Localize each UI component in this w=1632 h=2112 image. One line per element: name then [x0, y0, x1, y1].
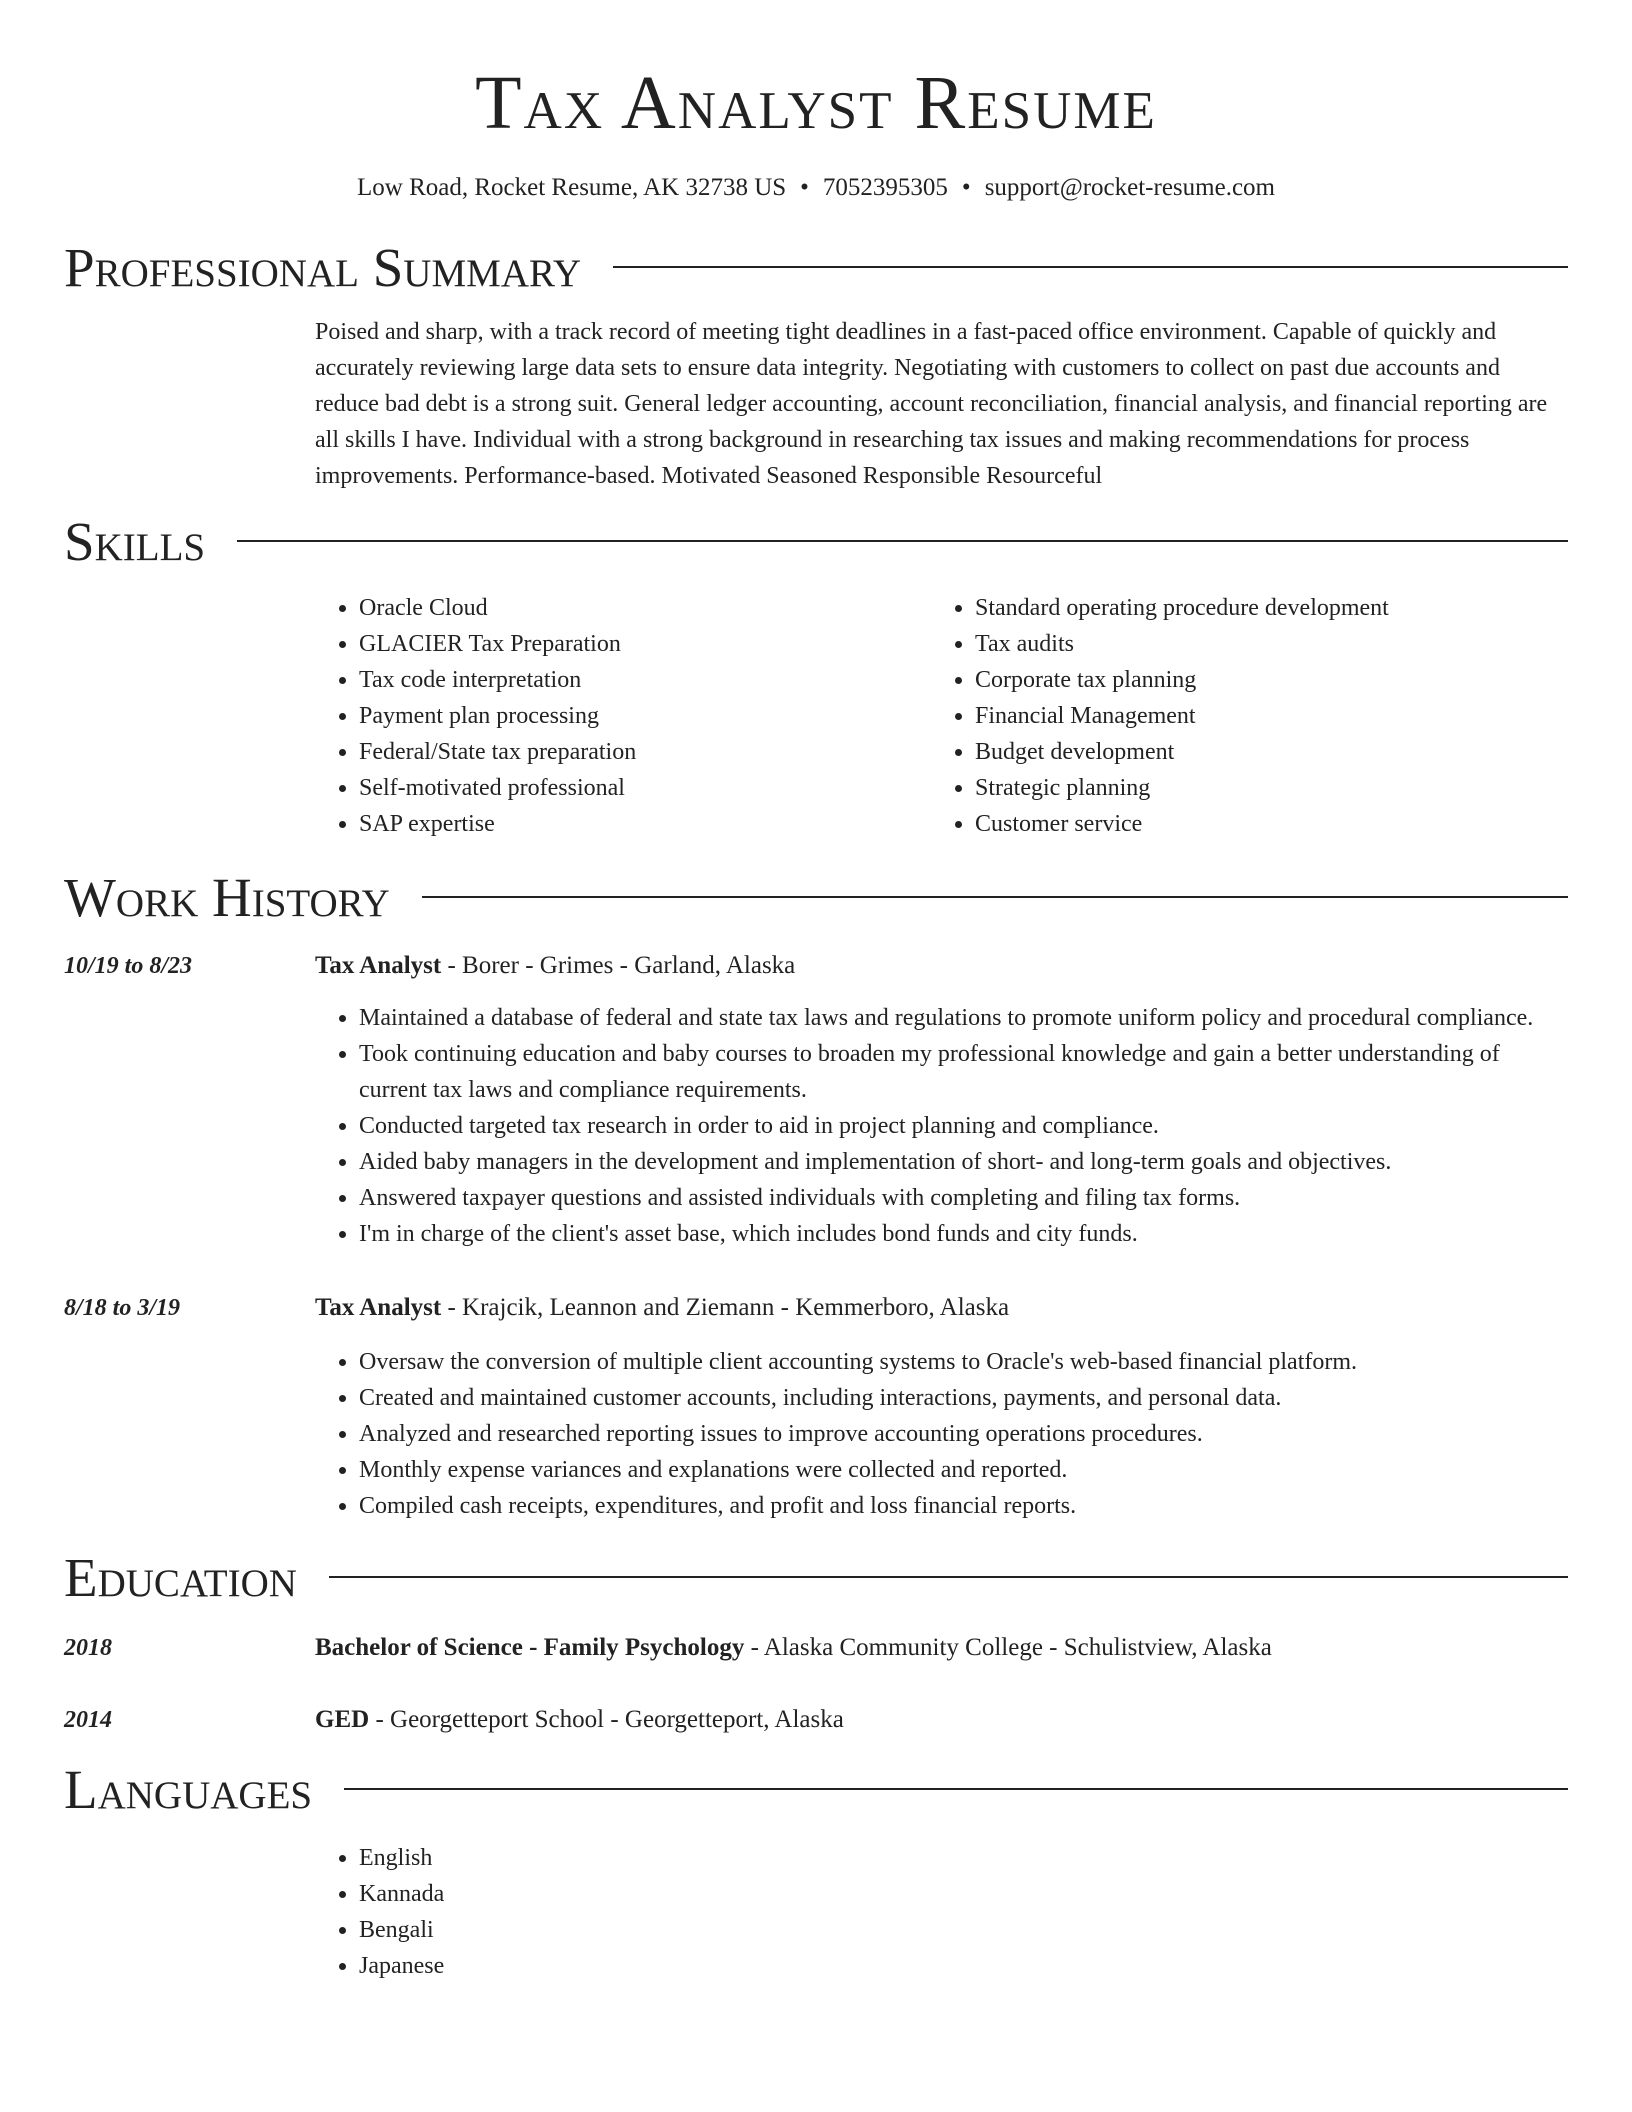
- skills-title: Skills: [64, 511, 206, 572]
- job-duty: • Oversaw the conversion of multiple client accounting systems to Oracle's web-based financial platform.: [359, 1344, 1568, 1380]
- phone: 7052395305: [822, 174, 948, 201]
- education-title: Education: [64, 1547, 297, 1608]
- job-body: [315, 1290, 1568, 1524]
- skills-section: [64, 510, 1568, 842]
- languages-section: [64, 1758, 1568, 1984]
- work-history-title: Work History: [64, 867, 390, 928]
- education-entry: [64, 1702, 1568, 1738]
- job-duty: • Conducted targeted tax research in order to aid in project planning and compliance.: [359, 1108, 1568, 1144]
- skill-item: • Standard operating procedure development: [975, 590, 1547, 626]
- work-history-section: [64, 866, 1568, 1524]
- job-entry: [64, 948, 1568, 1252]
- summary-text: Poised and sharp, with a track record of meeting tight deadlines in a fast-paced office environment. Capable of quickly and accurately reviewing large data sets to ensure data integrity. Negotiating with customers to collect on past due accounts and reduce bad debt is a strong suit. General ledger accounting, account reconciliation, financial analysis, and financial reporting are all skills I have. Individual with a strong background in researching tax issues and making recommendations for process improvements. Performance-based. Motivated Seasoned Responsible Resourceful: [315, 319, 1548, 489]
- skill-item: • Oracle Cloud: [359, 590, 931, 626]
- education-year: 2014: [64, 1707, 112, 1733]
- skill-item: • Budget development: [975, 734, 1547, 770]
- skill-item: • Payment plan processing: [359, 698, 931, 734]
- job-duties: [315, 1000, 1568, 1252]
- skill-item: • Federal/State tax preparation: [359, 734, 931, 770]
- address: Low Road, Rocket Resume, AK 32738 US: [357, 174, 787, 201]
- skill-item: • Strategic planning: [975, 770, 1547, 806]
- education-school: - Georgetteport School - Georgetteport, Alaska: [369, 1706, 844, 1733]
- section-heading: [64, 1546, 1568, 1610]
- job-duty: • Monthly expense variances and explanations were collected and reported.: [359, 1452, 1568, 1488]
- section-divider: [329, 1576, 1568, 1578]
- section-divider: [237, 540, 1568, 542]
- section-divider: [422, 896, 1568, 898]
- skill-item: • Financial Management: [975, 698, 1547, 734]
- job-employer: - Borer - Grimes - Garland, Alaska: [441, 952, 796, 979]
- section-heading: [64, 1758, 1568, 1822]
- job-duty: • Aided baby managers in the development and implementation of short- and long-term goals and objectives.: [359, 1144, 1568, 1180]
- job-duty: • I'm in charge of the client's asset base, which includes bond funds and city funds.: [359, 1216, 1568, 1252]
- section-heading: [64, 510, 1568, 574]
- skill-item: • Tax code interpretation: [359, 662, 931, 698]
- language-item: • Kannada: [359, 1876, 1568, 1912]
- skill-item: • Corporate tax planning: [975, 662, 1547, 698]
- skill-item: • SAP expertise: [359, 806, 931, 842]
- job-body: [315, 948, 1568, 1252]
- job-duty: • Maintained a database of federal and state tax laws and regulations to promote uniform policy and procedural compliance.: [359, 1000, 1568, 1036]
- section-divider: [613, 266, 1568, 268]
- skills-grid: [315, 590, 1568, 842]
- job-entry: [64, 1290, 1568, 1524]
- education-body: [315, 1702, 1568, 1738]
- education-section: [64, 1546, 1568, 1738]
- education-school: - Alaska Community College - Schulistview, Alaska: [744, 1634, 1272, 1661]
- skill-item: • Tax audits: [975, 626, 1547, 662]
- page-title: Tax Analyst Resume: [475, 61, 1157, 145]
- language-item: • Japanese: [359, 1948, 1568, 1984]
- job-duty: • Answered taxpayer questions and assisted individuals with completing and filing tax forms.: [359, 1180, 1568, 1216]
- education-degree: Bachelor of Science - Family Psychology: [315, 1634, 745, 1661]
- skill-item: • GLACIER Tax Preparation: [359, 626, 931, 662]
- job-heading: [315, 1290, 1568, 1326]
- education-body: [315, 1630, 1568, 1666]
- education-year: 2018: [64, 1635, 112, 1661]
- language-item: • English: [359, 1840, 1568, 1876]
- job-duty: • Compiled cash receipts, expenditures, and profit and loss financial reports.: [359, 1488, 1568, 1524]
- job-duty: • Created and maintained customer accounts, including interactions, payments, and personal data.: [359, 1380, 1568, 1416]
- language-item: • Bengali: [359, 1912, 1568, 1948]
- section-heading: [64, 236, 1568, 300]
- languages-list: [315, 1840, 1568, 1984]
- job-dates: 8/18 to 3/19: [64, 1295, 181, 1321]
- contact-separator: •: [800, 174, 809, 201]
- contact-separator: •: [961, 174, 971, 201]
- education-degree: GED: [315, 1706, 370, 1733]
- education-entry: [64, 1630, 1568, 1666]
- job-dates: 10/19 to 8/23: [64, 953, 193, 979]
- job-heading: [315, 948, 1568, 984]
- summary-title: Professional Summary: [64, 237, 582, 298]
- job-employer: - Krajcik, Leannon and Ziemann - Kemmerboro, Alaska: [441, 1294, 1010, 1321]
- job-role: Tax Analyst: [315, 952, 442, 979]
- job-duty: • Took continuing education and baby courses to broaden my professional knowledge and gain a better understanding of current tax laws and compliance requirements.: [359, 1036, 1568, 1108]
- resume-page: [64, 0, 1568, 1984]
- skill-item: • Customer service: [975, 806, 1547, 842]
- languages-title: Languages: [64, 1759, 313, 1820]
- summary-section: [64, 236, 1568, 494]
- job-role: Tax Analyst: [315, 1294, 442, 1321]
- job-duty: • Analyzed and researched reporting issues to improve accounting operations procedures.: [359, 1416, 1568, 1452]
- skill-item: • Self-motivated professional: [359, 770, 931, 806]
- section-heading: [64, 866, 1568, 930]
- skills-list-right: [931, 590, 1547, 842]
- section-divider: [344, 1788, 1568, 1790]
- contact-line: [64, 172, 1568, 204]
- job-duties: [315, 1344, 1568, 1524]
- email-link[interactable]: support@rocket-resume.com: [984, 174, 1275, 201]
- skills-list-left: [315, 590, 931, 842]
